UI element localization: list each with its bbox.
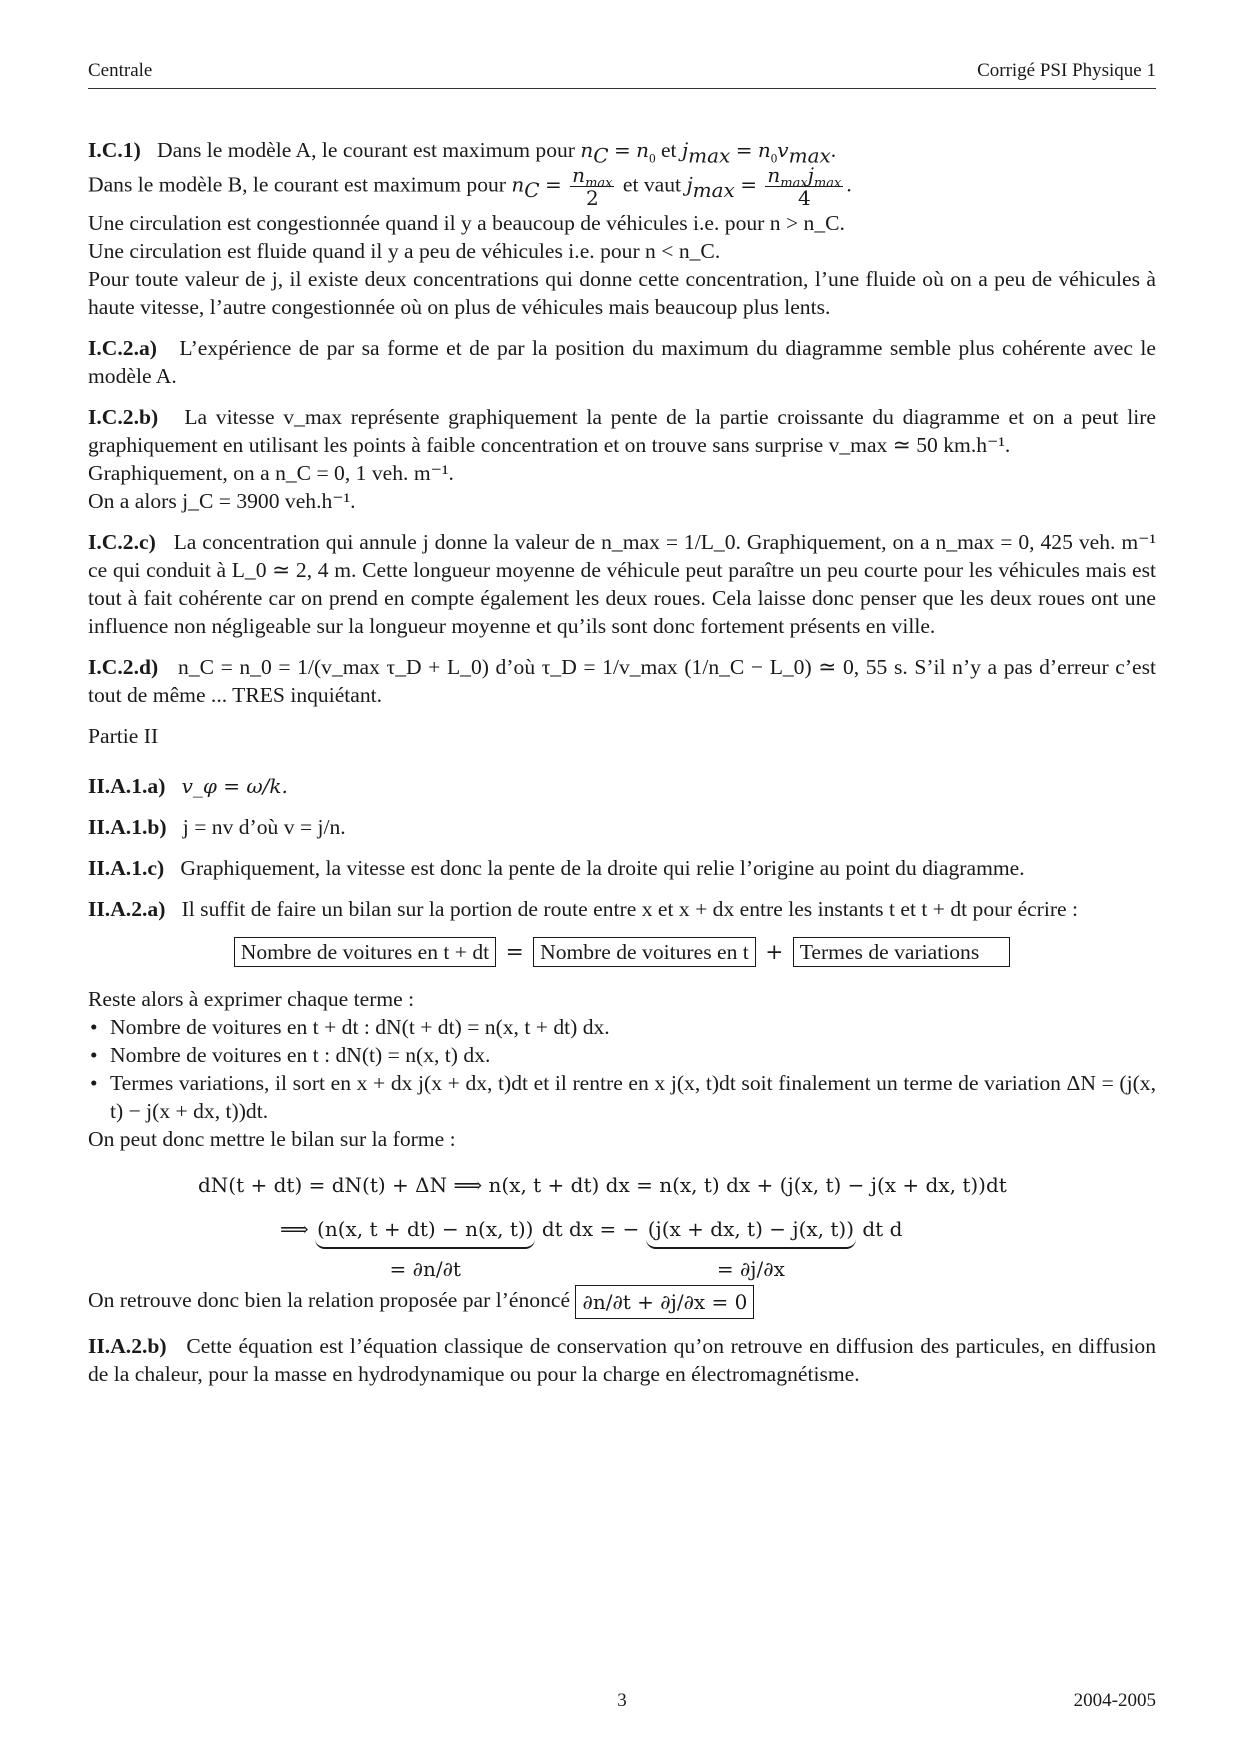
ic2b-line3: On a alors j_C = 3900 veh.h⁻¹. [88,489,356,513]
ic2b-line2: Graphiquement, on a n_C = 0, 1 veh. m⁻¹. [88,461,454,485]
iia2b-label: II.A.2.b) [88,1334,167,1358]
equation-2: ⟹ (n(x, t + dt) − n(x, t)) = ∂n/∂t dt dx = − (j(x + dx, t) − j(x, t)) = ∂j/∂x dt d [280,1217,903,1281]
ic1-label: I.C.1) [88,138,141,162]
iia1c-label: II.A.1.c) [88,856,165,880]
box-variations: Termes de variations [793,937,1011,967]
equation-1: dN(t + dt) = dN(t) + ΔN ⟹ n(x, t + dt) dx = n(x, t) dx + (j(x, t) − j(x + dx, t))dt [198,1173,1007,1197]
ic1-line3: Une circulation est congestionnée quand il y a beaucoup de véhicules i.e. pour n > n_C. [88,211,845,235]
ic2d-label: I.C.2.d) [88,655,159,679]
page-number: 3 [617,1690,627,1711]
iia1c-paragraph: II.A.1.c) Graphiquement, la vitesse est donc la pente de la droite qui relie l’origine au point du diagramme. [88,856,1025,880]
iia2a-label: II.A.2.a) [88,897,166,921]
list-item: • Termes variations, il sort en x + dx j(x + dx, t)dt et il rentre en x j(x, t)dt soit finalement un terme de variation ΔN = (j(x, t) − j(x + dx, t))dt. [110,1069,1156,1125]
iia2a-paragraph: II.A.2.a) Il suffit de faire un bilan sur la portion de route entre x et x + dx entre les instants t et t + dt pour écrire : [88,897,1079,921]
terms-list [88,1013,1156,1125]
reste-line: Reste alors à exprimer chaque terme : [88,987,415,1011]
header-right: Corrigé PSI Physique 1 [977,60,1156,81]
balance-boxes: Nombre de voitures en t + dt = Nombre de voitures en t + Termes de variations [88,937,1156,967]
box-cars-t-dt: Nombre de voitures en t + dt [234,937,496,967]
list-item: • Nombre de voitures en t : dN(t) = n(x, t) dx. [110,1041,1156,1069]
underbrace-j: (j(x + dx, t) − j(x, t)) = ∂j/∂x [647,1217,855,1281]
underbrace-n: (n(x, t + dt) − n(x, t)) = ∂n/∂t [317,1217,534,1281]
partie-heading: Partie II [88,724,159,748]
list-item: • Nombre de voitures en t + dt : dN(t + dt) = n(x, t + dt) dx. [110,1013,1156,1041]
ic2b-paragraph: I.C.2.b) La vitesse v_max représente graphiquement la pente de la partie croissante du diagramme et on a peut lire graphiquement en utilisant les points à faible concentration et on trouve sans surprise v_max ≃ 50 km.h⁻¹. [88,405,1156,457]
conservation-line: On retrouve donc bien la relation proposée par l’énoncé ∂n/∂t + ∂j/∂x = 0 [88,1285,1156,1319]
underbrace-n-value: = ∂n/∂t [389,1257,461,1281]
footer-year: 2004-2005 [1073,1690,1156,1711]
iia1a-paragraph: II.A.1.a) v_φ = ω/k. [88,774,288,798]
header-rule [88,88,1156,89]
ic2c-label: I.C.2.c) [88,530,156,554]
iia1a-label: II.A.1.a) [88,774,166,798]
ic1-line4: Une circulation est fluide quand il y a peu de véhicules i.e. pour n < n_C. [88,239,721,263]
ic1-line2: Dans le modèle B, le courant est maximum pour $n_C$ = $\frac{n_{max}}{2}$ et vaut $j_{max}$ = $\frac{n_{max}j_{max}}{4}$ . [88,163,852,210]
box-cars-t: Nombre de voitures en t [533,937,756,967]
ic2d-paragraph: I.C.2.d) n_C = n_0 = 1/(v_max τ_D + L_0) d’où τ_D = 1/v_max (1/n_C − L_0) ≃ 0, 55 s. S’il n’y a pas d’erreur c’est tout de même ... TRES inquiétant. [88,655,1156,707]
conservation-equation-box: ∂n/∂t + ∂j/∂x = 0 [575,1285,754,1319]
iia2b-paragraph: II.A.2.b) Cette équation est l’équation classique de conservation qu’on retrouve en diffusion des particules, en diffusion de la chaleur, pour la masse en hydrodynamique ou pour la charge en électromagnétisme. [88,1334,1156,1386]
iia1b-label: II.A.1.b) [88,815,167,839]
iia1b-paragraph: II.A.1.b) j = nv d’où v = j/n. [88,815,346,839]
ic1-line1: I.C.1) Dans le modèle A, le courant est maximum pour $n_C = n_0$ et $j_{max} = n_0v_{max}$. [88,138,837,168]
bilan-line: On peut donc mettre le bilan sur la forme : [88,1127,456,1151]
ic2a-label: I.C.2.a) [88,336,157,360]
ic2c-paragraph: I.C.2.c) La concentration qui annule j donne la valeur de n_max = 1/L_0. Graphiquement, on a n_max = 0, 425 veh. m⁻¹ ce qui conduit à L_0 ≃ 2, 4 m. Cette longueur moyenne de véhicule peut paraître un peu courte pour les véhicules mais est tout à fait cohérente car on prend en compte également les deux roues. Cela laisse donc penser que les deux roues ont une influence non négligeable sur la longueur moyenne et qu’ils sont donc fortement présents en ville. [88,530,1156,638]
page-header [88,58,1156,86]
ic2a-paragraph: I.C.2.a) L’expérience de par sa forme et de par la position du maximum du diagramme semble plus cohérente avec le modèle A. [88,336,1156,388]
underbrace-j-value: = ∂j/∂x [716,1257,785,1281]
header-left: Centrale [88,60,153,81]
document-body [88,136,1156,1401]
ic1-line5: Pour toute valeur de j, il existe deux concentrations qui donne cette concentration, l’une fluide où on a peu de véhicules à haute vitesse, l’autre congestionnée où on plus de véhicules mais beaucoup plus lents. [88,267,1156,319]
ic2b-label: I.C.2.b) [88,405,159,429]
